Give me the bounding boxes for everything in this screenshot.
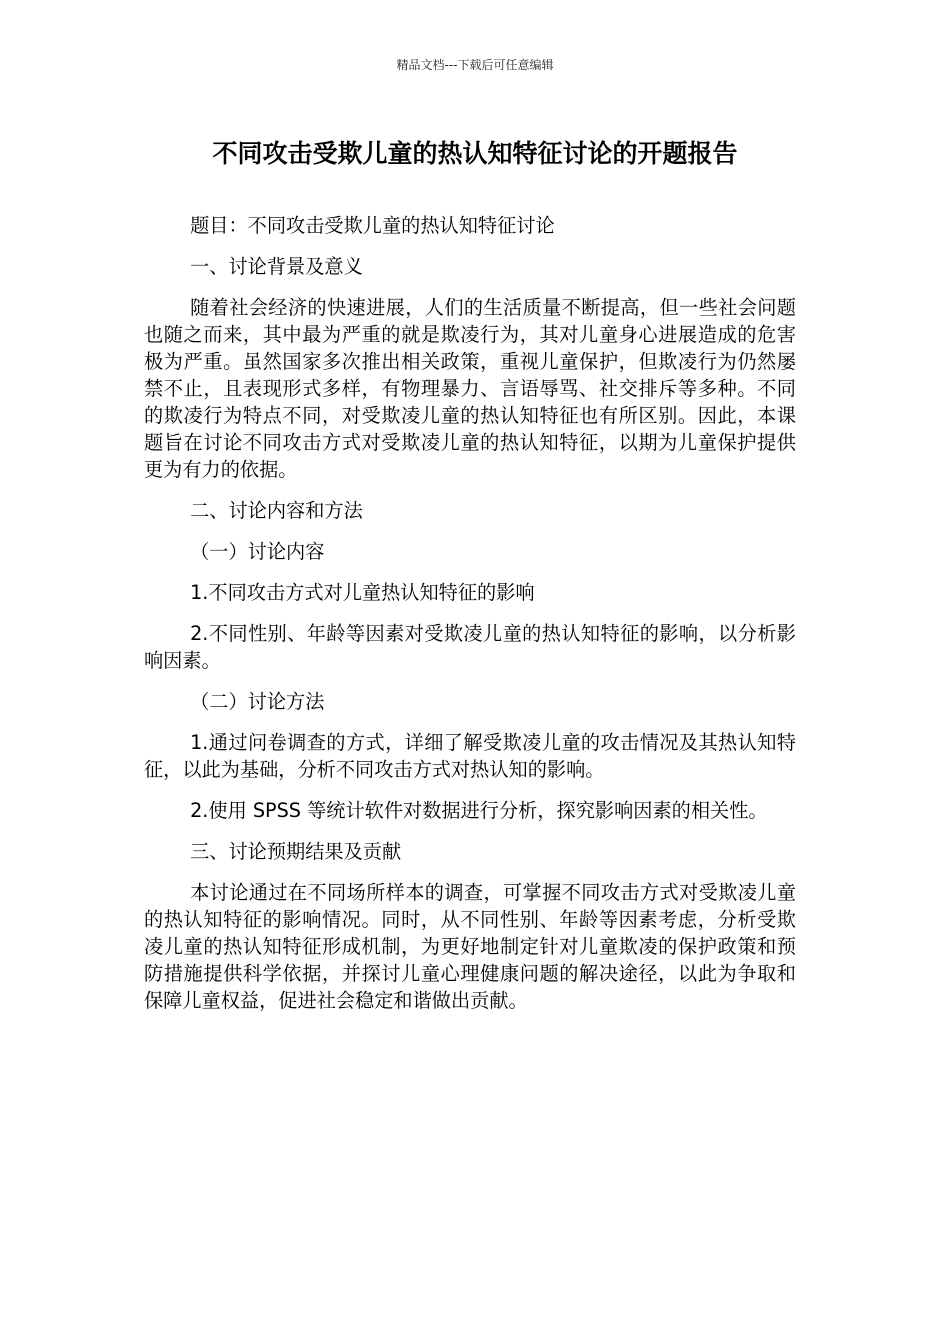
topic-line: 题目：不同攻击受欺儿童的热认知特征讨论 [190, 214, 555, 237]
document-body [144, 212, 796, 1028]
results-paragraph: 本讨论通过在不同场所样本的调查，可掌握不同攻击方式对受欺凌儿童的热认知特征的影响情况。同时，从不同性别、年龄等因素考虑，分析受欺凌儿童的热认知特征形成机制，为更好地制定针对儿童欺凌的保护政策和预防措施提供科学依据，并探讨儿童心理健康问题的解决途径，以此为争取和保障儿童权益，促进社会稳定和谐做出贡献。 [144, 881, 796, 1012]
section-heading-results: 三、讨论预期结果及贡献 [190, 840, 402, 863]
section-heading-content-method: 二、讨论内容和方法 [190, 499, 363, 522]
method-item-2: 2.使用 SPSS 等统计软件对数据进行分析，探究影响因素的相关性。 [190, 799, 768, 822]
subsection-heading-content: （一）讨论内容 [190, 540, 325, 563]
document-title: 不同攻击受欺儿童的热认知特征讨论的开题报告 [212, 139, 738, 168]
header-note: 精品文档---下载后可任意编辑 [396, 58, 554, 72]
method-item-1: 1.通过问卷调查的方式，详细了解受欺凌儿童的攻击情况及其热认知特征，以此为基础，分析不同攻击方式对热认知的影响。 [144, 731, 796, 781]
section-heading-background: 一、讨论背景及意义 [190, 255, 363, 278]
content-item-1: 1.不同攻击方式对儿童热认知特征的影响 [190, 581, 535, 604]
subsection-heading-method: （二）讨论方法 [190, 690, 325, 713]
background-paragraph: 随着社会经济的快速进展，人们的生活质量不断提高，但一些社会问题也随之而来，其中最为严重的就是欺凌行为，其对儿童身心进展造成的危害极为严重。虽然国家多次推出相关政策，重视儿童保护，但欺凌行为仍然屡禁不止，且表现形式多样，有物理暴力、言语辱骂、社交排斥等多种。不同的欺凌行为特点不同，对受欺凌儿童的热认知特征也有所区别。因此，本课题旨在讨论不同攻击方式对受欺凌儿童的热认知特征，以期为儿童保护提供更为有力的依据。 [144, 296, 796, 481]
content-item-2: 2.不同性别、年龄等因素对受欺凌儿童的热认知特征的影响，以分析影响因素。 [144, 622, 796, 672]
